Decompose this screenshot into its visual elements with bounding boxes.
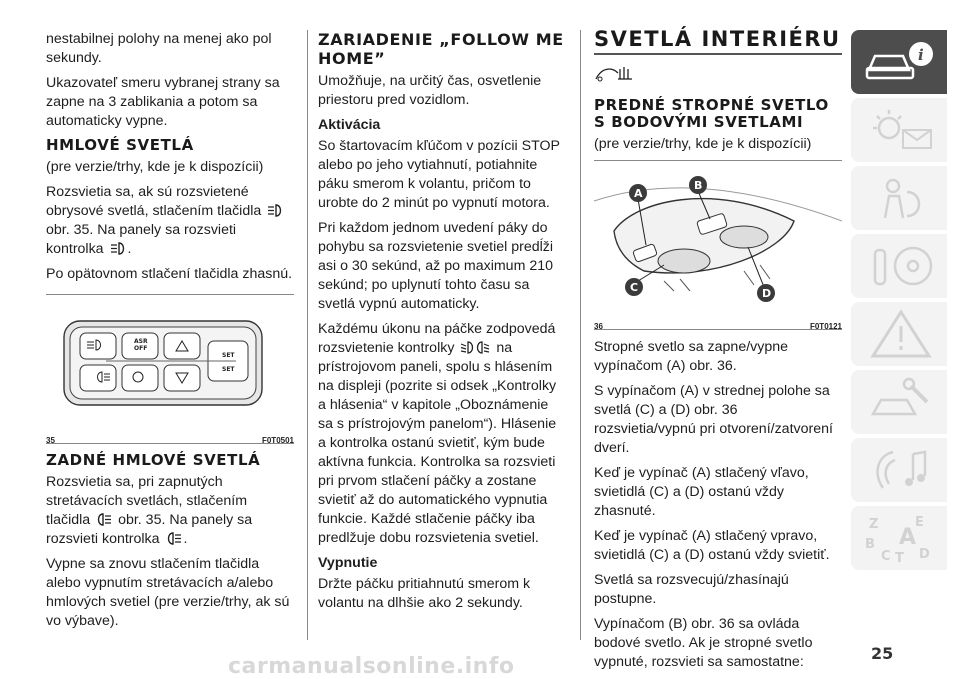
index-letter: D: [919, 547, 930, 562]
off-label: OFF: [134, 345, 148, 352]
paragraph: Pri každom jednom uvedení páky do pohybu sa rozsvietenie svetiel predĺži asi o 30 sekúnd, až po maximum 210 sekúnd; po uplynutí tohto času sa svetlá vypnú automaticky.: [318, 220, 554, 312]
paragraph: Vypínačom (B) obr. 36 sa ovláda bodové svetlo. Ak je stropné svetlo vypnuté, rozsvieti sa samostatne:: [594, 616, 813, 670]
text: Rozsvietia sa, ak sú rozsvietené obrysové svetlá, stlačením tlačidla: [46, 184, 262, 219]
section-heading-follow-me-home: ZARIADENIE „FOLLOW ME HOME”: [318, 30, 564, 68]
interior-light-icon: [594, 63, 638, 85]
asr-label: ASR: [134, 338, 148, 345]
paragraph: (pre verzie/trhy, kde je k dispozícii): [46, 159, 264, 175]
column-divider: [580, 30, 581, 640]
index-letter: T: [895, 551, 904, 564]
paragraph: Umožňuje, na určitý čas, osvetlenie priestoru pred vozidlom.: [318, 73, 542, 108]
column-left: [46, 30, 294, 637]
tab-dashboard-lights[interactable]: [851, 98, 947, 162]
callout-c: C: [630, 281, 639, 294]
figure-number: 35: [46, 436, 55, 445]
rear-fog-warning-light-icon: [166, 532, 182, 545]
tab-warning[interactable]: [851, 302, 947, 366]
paragraph: So štartovacím kľúčom v pozícii STOP alebo po jeho vytiahnutí, potiahnite páku smerom k volantu, pričom to urobte do 2 minút po vypnutí motora.: [318, 138, 560, 211]
text: .: [127, 241, 132, 257]
callout-d: D: [762, 287, 772, 300]
index-letter: A: [899, 525, 917, 550]
index-letter: C: [881, 549, 891, 564]
paragraph: Svetlá sa rozsvecujú/zhasínajú postupne.: [594, 572, 789, 607]
text: obr. 35. Na panely sa rozsvieti kontrolka: [46, 512, 253, 547]
text: na prístrojovom paneli, spolu s hlásením na displeji (pozrite si odsek „Kontrolky a hlásenia“ v kapitole „Oboznámenie sa s prístrojovým panelom“). Hlásenie a kontrolka ostanú svietiť, kým bude aktívna funkcia. Kontrolka sa rozsvieti pri prvom stlačení páčky a zostane svietiť až do automatického vypnutia funkcie. Každé stlačenie páčky iba predlžuje dobu rozsvietenia svetiel.: [318, 340, 557, 546]
figure-code: F0T0501: [261, 436, 294, 445]
column-middle: [318, 30, 566, 619]
dashboard-switch-panel-illustration: [46, 295, 294, 423]
figure-code: F0T0121: [809, 322, 842, 331]
section-heading-front-ceiling-light: PREDNÉ STROPNÉ SVETLO S BODOVÝMI SVETLAMI: [594, 96, 829, 131]
figure-35: [46, 294, 294, 444]
paragraph: Po opätovnom stlačení tlačidla zhasnú.: [46, 266, 293, 282]
callout-b: B: [694, 179, 703, 192]
set-label-down: SET: [222, 366, 235, 373]
alphabet-index-icon: [863, 512, 939, 564]
text: Každému úkonu na páčke zodpovedá rozsvietenie kontrolky: [318, 321, 556, 356]
key-steering-icon: [863, 240, 939, 292]
paragraph: nestabilnej polohy na menej ako pol sekundy.: [46, 31, 272, 66]
paragraph: Držte páčku pritiahnutú smerom k volantu na dlhšie ako 2 sekundy.: [318, 576, 531, 611]
paragraph: [46, 473, 294, 549]
section-heading-front-fog: HMLOVÉ SVETLÁ: [46, 136, 194, 154]
subheading-deactivation: Vypnutie: [318, 555, 378, 571]
warning-triangle-icon: [863, 308, 939, 360]
low-beam-indicator-icon: [460, 341, 490, 354]
dashboard-lights-icon: [863, 104, 939, 156]
paragraph: Keď je vypínač (A) stlačený vľavo, svietidlá (C) a (D) ostanú vždy zhasnuté.: [594, 465, 809, 519]
chapter-heading: SVETLÁ INTERIÉRU: [594, 30, 842, 55]
subheading-activation: Aktivácia: [318, 117, 381, 133]
tab-multimedia[interactable]: [851, 438, 947, 502]
wrench-car-icon: [863, 376, 939, 428]
paragraph: Vypne sa znovu stlačením tlačidla alebo vypnutím stretávacích a/alebo hmlových svetiel (pre verzie/trhy, ak sú vo výbave).: [46, 556, 290, 629]
car-info-icon: [863, 36, 939, 88]
svg-text:i: i: [918, 46, 924, 64]
tab-key-steering[interactable]: [851, 234, 947, 298]
paragraph: Ukazovateľ smeru vybranej strany sa zapne na 3 zablikania a potom sa automaticky vypne.: [46, 75, 280, 129]
front-fog-warning-light-icon: [110, 242, 126, 255]
column-right: [594, 27, 842, 678]
column-divider: [307, 30, 308, 640]
watermark: carmanualsonline.info: [228, 654, 515, 679]
paragraph: S vypínačom (A) v strednej polohe sa svetlá (C) a (D) obr. 36 rozsvietia/vypnú pri otvorení/zatvorení dverí.: [594, 383, 833, 456]
text: .: [183, 531, 188, 547]
paragraph: Keď je vypínač (A) stlačený vpravo, svietidlá (C) a (D) ostanú vždy svietiť.: [594, 528, 830, 563]
paragraph: [318, 320, 566, 548]
index-letter: E: [915, 515, 924, 530]
figure-number: 36: [594, 322, 603, 331]
figure-36: [594, 160, 842, 330]
multimedia-icon: [863, 444, 939, 496]
tab-seat-safety[interactable]: [851, 166, 947, 230]
ceiling-light-illustration: [594, 161, 842, 309]
callout-a: A: [634, 187, 643, 200]
rear-fog-light-icon: [96, 513, 112, 526]
text: obr. 35. Na panely sa rozsvieti kontrolka: [46, 222, 237, 257]
figure-caption: [594, 315, 842, 330]
set-label-up: SET: [222, 352, 235, 359]
section-heading-rear-fog: ZADNÉ HMLOVÉ SVETLÁ: [46, 451, 261, 469]
tab-alphabetical-index[interactable]: [851, 506, 947, 570]
paragraph: (pre verzie/trhy, kde je k dispozícii): [594, 136, 812, 152]
chapter-tabs: [851, 30, 947, 574]
seat-safety-icon: [863, 172, 939, 224]
figure-caption: [46, 429, 294, 444]
index-letter: Z: [869, 517, 879, 532]
paragraph: [46, 183, 294, 259]
paragraph: Stropné svetlo sa zapne/vypne vypínačom (A) obr. 36.: [594, 339, 789, 374]
front-fog-light-icon: [267, 204, 283, 217]
tab-maintenance[interactable]: [851, 370, 947, 434]
index-letter: B: [865, 537, 875, 552]
tab-car-info[interactable]: [851, 30, 947, 94]
text: Rozsvietia sa, pri zapnutých stretávacích svetlách, stlačením tlačidla: [46, 474, 248, 528]
page-number: 25: [871, 644, 894, 663]
